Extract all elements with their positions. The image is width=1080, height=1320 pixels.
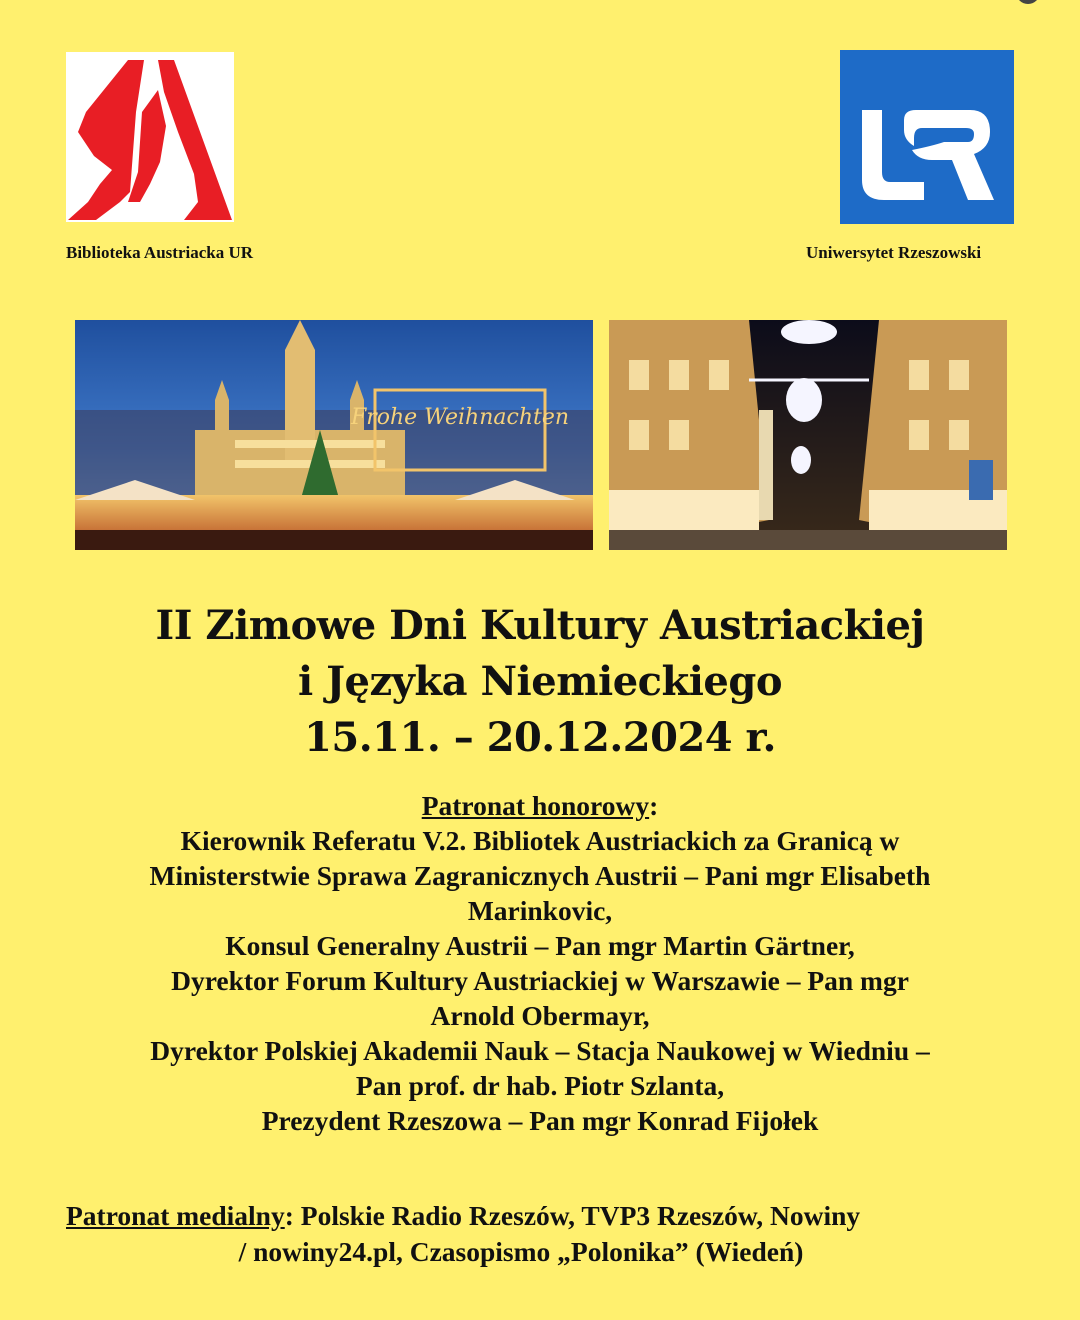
patron-line: Ministerstwie Sprawa Zagranicznych Austrii – Pani mgr Elisabeth bbox=[149, 860, 931, 891]
patron-line: Dyrektor Polskiej Akademii Nauk – Stacja Naukowej w Wiedniu – bbox=[150, 1035, 930, 1066]
media-line-1-text: : Polskie Radio Rzeszów, TVP3 Rzeszów, Nowiny bbox=[284, 1200, 861, 1231]
patron-line: Pan prof. dr hab. Piotr Szlanta, bbox=[355, 1070, 725, 1101]
title-line-2: i Języka Niemieckiego bbox=[297, 658, 783, 705]
patron-line: Kierownik Referatu V.2. Bibliotek Austriackich za Granicą w bbox=[180, 825, 900, 856]
ur-university-logo-icon bbox=[840, 50, 1014, 224]
corner-indicator bbox=[1016, 0, 1040, 4]
event-dates: 15.11. – 20.12.2024 r. bbox=[304, 714, 776, 761]
honorary-patronage bbox=[40, 788, 1040, 1138]
patron-line: Dyrektor Forum Kultury Austriackiej w Warszawie – Pan mgr bbox=[171, 965, 909, 996]
market-sign-text: Frohe Weihnachten bbox=[350, 405, 570, 430]
patron-line: Konsul Generalny Austrii – Pan mgr Martin Gärtner, bbox=[225, 930, 855, 961]
biblioteka-austriacka-logo bbox=[66, 52, 234, 222]
honorary-heading-row bbox=[40, 788, 1040, 823]
ur-university-logo bbox=[840, 50, 1014, 224]
patron-line: Prezydent Rzeszowa – Pan mgr Konrad Fijołek bbox=[261, 1105, 819, 1136]
patron-line: Marinkovic, bbox=[467, 895, 613, 926]
patron-line: Arnold Obermayr, bbox=[430, 1000, 650, 1031]
media-line-1 bbox=[66, 1198, 1026, 1234]
title-line-1: II Zimowe Dni Kultury Austriackiej bbox=[155, 602, 925, 649]
event-title bbox=[0, 598, 1080, 766]
honorary-heading: Patronat honorowy bbox=[421, 790, 650, 821]
red-sail-logo-icon bbox=[66, 52, 234, 222]
media-line-2: / nowiny24.pl, Czasopismo „Polonika” (Wiedeń) bbox=[238, 1236, 804, 1267]
vienna-christmas-market-photo bbox=[75, 320, 593, 550]
right-logo-caption: Uniwersytet Rzeszowski bbox=[806, 243, 982, 262]
media-patronage bbox=[66, 1198, 1026, 1270]
media-heading: Patronat medialny bbox=[66, 1200, 285, 1231]
honorary-heading-colon: : bbox=[649, 790, 659, 821]
vienna-graben-street-lights-photo bbox=[609, 320, 1007, 550]
left-logo-caption: Biblioteka Austriacka UR bbox=[66, 243, 254, 262]
